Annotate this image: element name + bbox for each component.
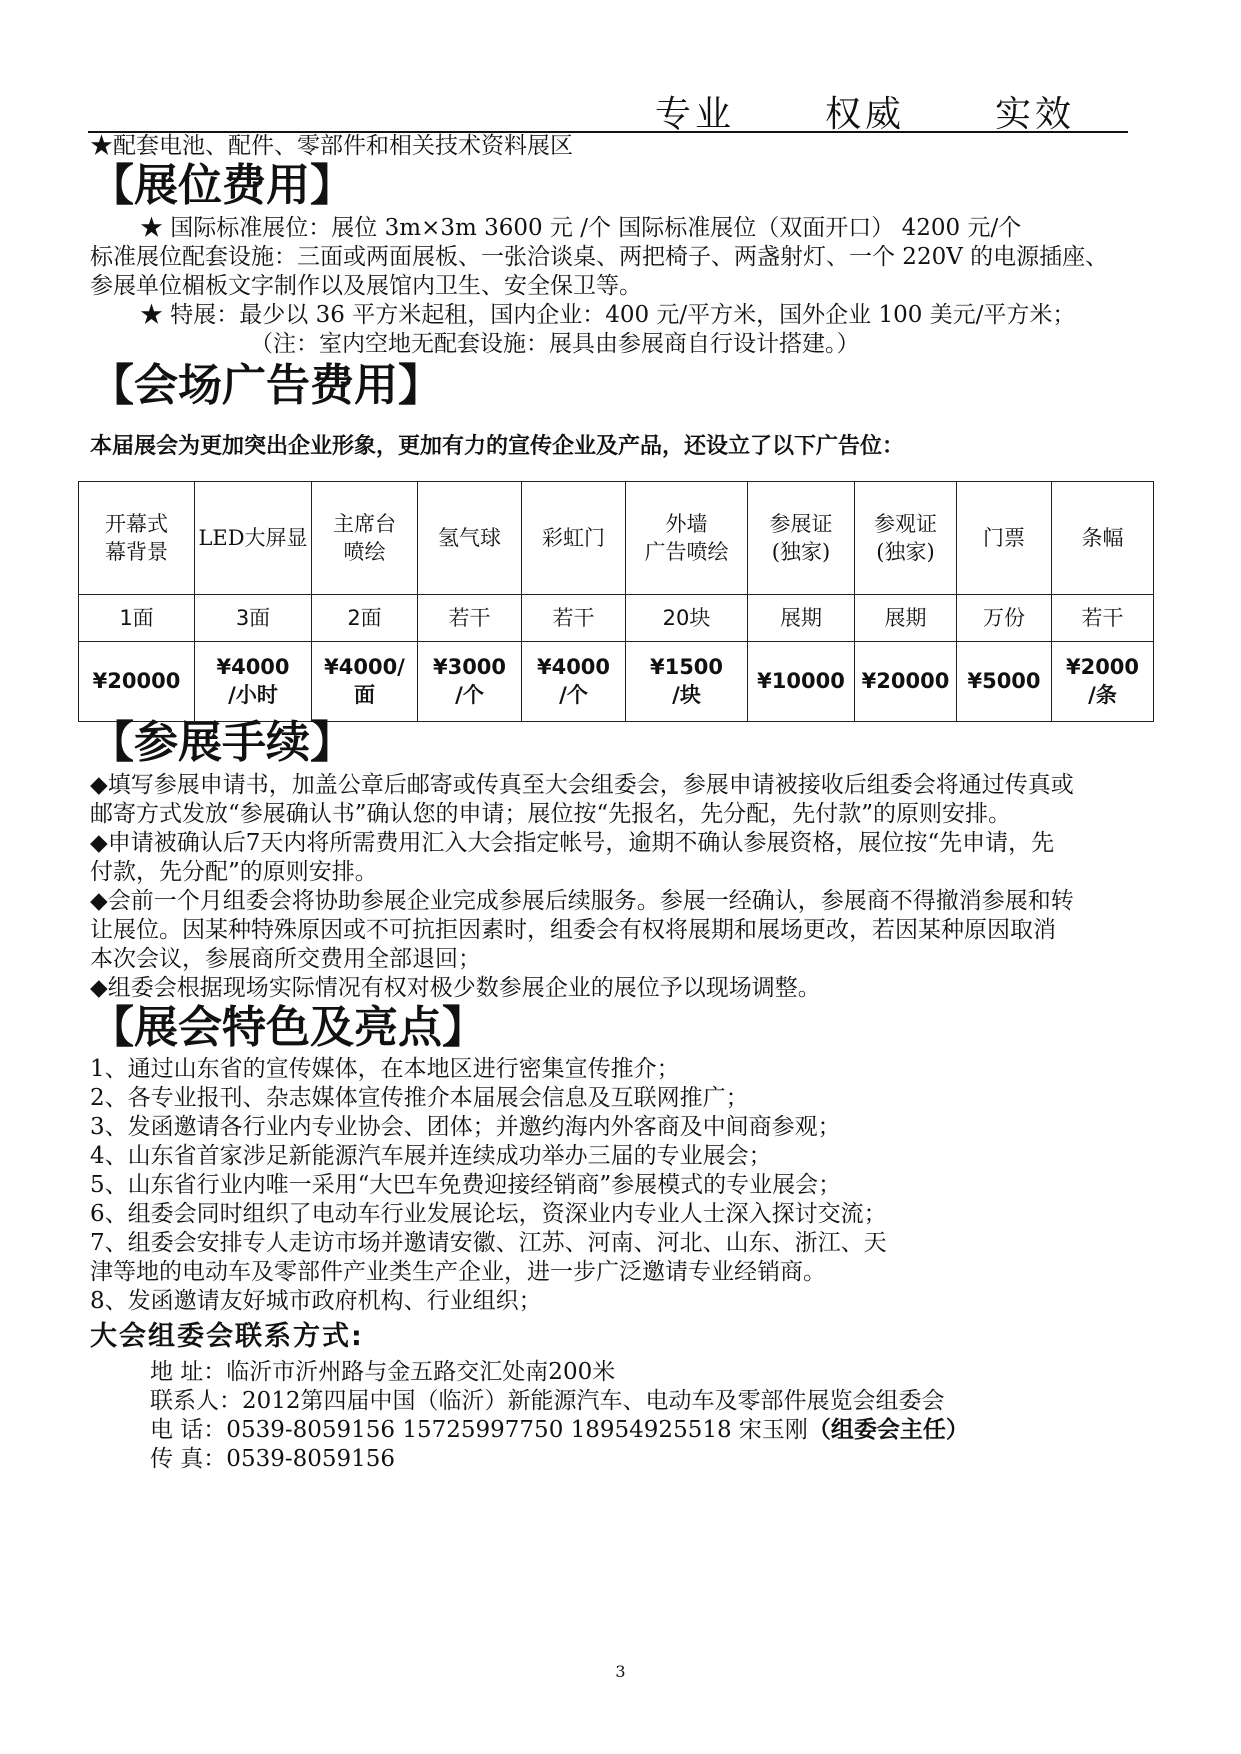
ad-table-price-cell: ¥4000 /个 <box>522 641 626 721</box>
ad-table-name-cell: 主席台 喷绘 <box>312 482 418 595</box>
ad-table-qty-cell: 若干 <box>418 595 522 641</box>
ad-table-name-cell: 开幕式 幕背景 <box>79 482 195 595</box>
ad-table-qty-cell: 3面 <box>195 595 312 641</box>
procedures-line: 本次会议，参展商所交费用全部退回； <box>90 946 481 972</box>
ad-table-qty-cell: 20块 <box>626 595 748 641</box>
contact-phone <box>150 1416 969 1445</box>
procedures-line: 邮寄方式发放“参展确认书”确认您的申请；展位按“先报名，先分配，先付款”的原则安排。 <box>90 801 1012 827</box>
ad-table-name-cell: LED大屏显 <box>195 482 312 595</box>
slogan-word-1: 专业 <box>655 94 736 135</box>
features-line: 1、通过山东省的宣传媒体，在本地区进行密集宣传推介； <box>90 1056 680 1082</box>
ad-table-name-cell: 参观证 (独家) <box>855 482 957 595</box>
ad-table-price-cell: ¥10000 <box>748 641 855 721</box>
ad-table-qty-cell: 万份 <box>957 595 1052 641</box>
ad-table-qty-cell: 1面 <box>79 595 195 641</box>
ad-table-name-cell: 参展证 (独家) <box>748 482 855 595</box>
features-line: 4、山东省首家涉足新能源汽车展并连续成功举办三届的专业展会； <box>90 1143 772 1169</box>
ad-table-qty-cell: 若干 <box>522 595 626 641</box>
page-number: 3 <box>615 1662 626 1681</box>
ad-table-price-cell: ¥5000 <box>957 641 1052 721</box>
features-line: 5、山东省行业内唯一采用“大巴车免费迎接经销商”参展模式的专业展会； <box>90 1172 842 1198</box>
ad-table-price-cell: ¥20000 <box>855 641 957 721</box>
ad-fees-heading: 【会场广告费用】 <box>90 360 442 411</box>
ad-table-qty-cell: 若干 <box>1052 595 1154 641</box>
ad-table-name-cell: 条幅 <box>1052 482 1154 595</box>
ad-table-name-cell: 氢气球 <box>418 482 522 595</box>
procedures-heading: 【参展手续】 <box>90 717 354 768</box>
ad-table-name-cell: 彩虹门 <box>522 482 626 595</box>
ad-table-qty-cell: 展期 <box>748 595 855 641</box>
procedures-line: ◆会前一个月组委会将协助参展企业完成参展后续服务。参展一经确认，参展商不得撤消参展和转 <box>90 888 1074 914</box>
ad-table-price-cell: ¥3000 /个 <box>418 641 522 721</box>
ad-table-price-cell: ¥2000 /条 <box>1052 641 1154 721</box>
contact-address: 地 址：临沂市沂州路与金五路交汇处南200米 <box>150 1359 616 1385</box>
booth-fees-note: （注：室内空地无配套设施：展具由参展商自行设计搭建。） <box>250 331 860 357</box>
slogan-word-3: 实效 <box>995 94 1076 135</box>
slogan-word-2: 权威 <box>825 94 906 135</box>
ad-table-qty-cell: 展期 <box>855 595 957 641</box>
features-line: 7、组委会安排专人走访市场并邀请安徽、江苏、河南、河北、山东、浙江、天 <box>90 1230 887 1256</box>
booth-fees-heading: 【展位费用】 <box>90 160 354 211</box>
procedures-line: ◆组委会根据现场实际情况有权对极少数参展企业的展位予以现场调整。 <box>90 975 821 1001</box>
ad-fees-intro: 本届展会为更加突出企业形象，更加有力的宣传企业及产品，还设立了以下广告位： <box>90 434 905 459</box>
procedures-line: 付款，先分配”的原则安排。 <box>90 859 378 885</box>
ad-fees-table <box>78 481 1154 722</box>
procedures-line: ◆申请被确认后7天内将所需费用汇入大会指定帐号，逾期不确认参展资格，展位按“先申请，先 <box>90 830 1055 856</box>
contact-person: 联系人：2012第四届中国（临沂）新能源汽车、电动车及零部件展览会组委会 <box>150 1388 945 1414</box>
intro-line: ★配套电池、配件、零部件和相关技术资料展区 <box>90 133 573 159</box>
features-line: 8、发函邀请友好城市政府机构、行业组织； <box>90 1288 542 1314</box>
contact-phone-role: （组委会主任） <box>807 1417 969 1443</box>
ad-table-price-cell: ¥20000 <box>79 641 195 721</box>
booth-fees-line: ★ 特展：最少以 36 平方米起租，国内企业：400 元/平方米，国外企业 100 美元/平方米； <box>140 302 1076 328</box>
ad-table-qty-cell: 2面 <box>312 595 418 641</box>
procedures-line: ◆填写参展申请书，加盖公章后邮寄或传真至大会组委会，参展申请被接收后组委会将通过传真或 <box>90 772 1074 798</box>
features-line: 6、组委会同时组织了电动车行业发展论坛，资深业内专业人士深入探讨交流； <box>90 1201 887 1227</box>
ad-table-price-cell: ¥1500 /块 <box>626 641 748 721</box>
ad-table-name-cell: 门票 <box>957 482 1052 595</box>
contact-heading: 大会组委会联系方式: <box>90 1321 364 1352</box>
features-heading: 【展会特色及亮点】 <box>90 1002 486 1053</box>
ad-table-price-cell: ¥4000/ 面 <box>312 641 418 721</box>
ad-table-name-cell: 外墙 广告喷绘 <box>626 482 748 595</box>
features-line: 2、各专业报刊、杂志媒体宣传推介本届展会信息及互联网推广； <box>90 1085 749 1111</box>
booth-fees-line: ★ 国际标准展位：展位 3m×3m 3600 元 /个 国际标准展位（双面开口） 4200 元/个 <box>140 215 1022 241</box>
contact-fax: 传 真：0539-8059156 <box>150 1446 396 1472</box>
ad-table-price-cell: ¥4000 /小时 <box>195 641 312 721</box>
contact-phone-numbers: 电 话：0539-8059156 15725997750 18954925518 宋玉刚 <box>150 1417 808 1443</box>
features-line: 3、发函邀请各行业内专业协会、团体；并邀约海内外客商及中间商参观； <box>90 1114 841 1140</box>
procedures-line: 让展位。因某种特殊原因或不可抗拒因素时，组委会有权将展期和展场更改，若因某种原因取消 <box>90 917 1056 943</box>
booth-fees-line: 参展单位楣板文字制作以及展馆内卫生、安全保卫等。 <box>90 273 642 299</box>
features-line: 津等地的电动车及零部件产业类生产企业，进一步广泛邀请专业经销商。 <box>90 1259 826 1285</box>
booth-fees-line: 标准展位配套设施：三面或两面展板、一张洽谈桌、两把椅子、两盏射灯、一个 220V 的电源插座、 <box>90 244 1109 270</box>
